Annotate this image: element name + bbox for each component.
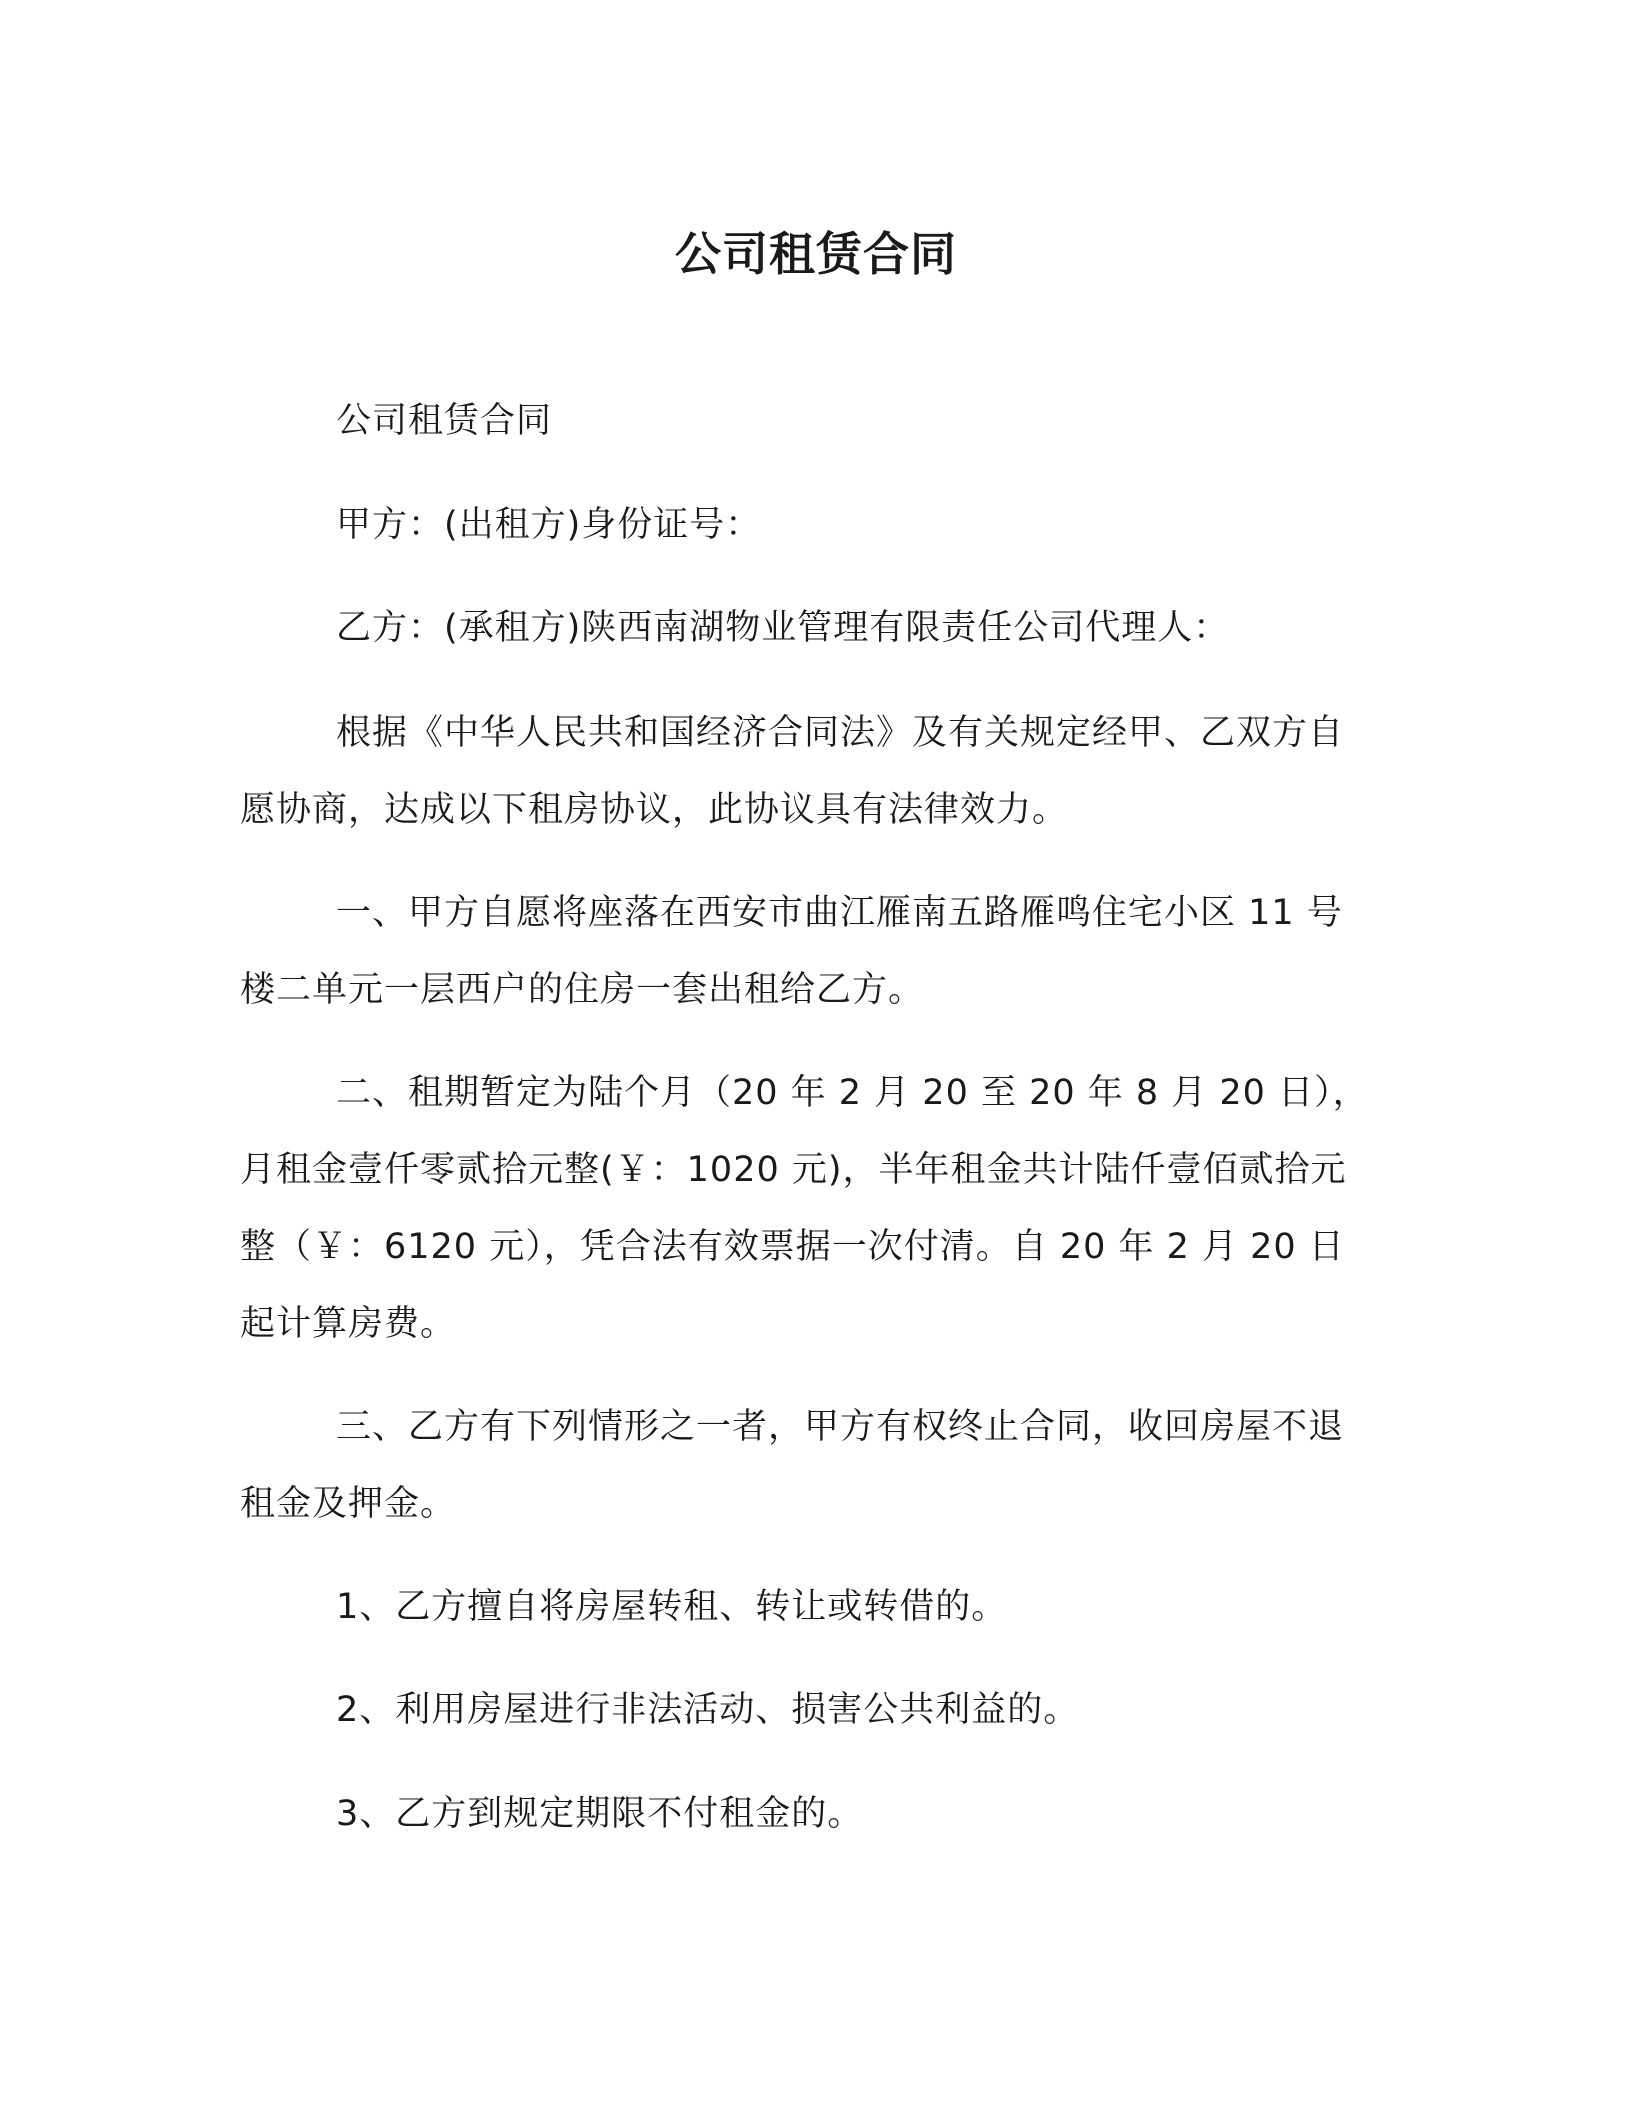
paragraph-line: 一、甲方自愿将座落在西安市曲江雁南五路雁鸣住宅小区 11 号: [336, 893, 1343, 933]
paragraph-line: 甲方：(出租方)身份证号：: [336, 505, 762, 545]
paragraph-line: 1、乙方擅自将房屋转租、转让或转借的。: [336, 1587, 1008, 1627]
clause-one-paragraph: [240, 875, 1380, 1029]
paragraph-line: 楼二单元一层西户的住房一套出租给乙方。: [240, 970, 925, 1010]
basis-paragraph: [240, 695, 1380, 849]
paragraph-line: 乙方：(承租方)陕西南湖物业管理有限责任公司代理人：: [336, 608, 1230, 648]
paragraph-line: 公司租赁合同: [336, 401, 553, 441]
paragraph-line: 三、乙方有下列情形之一者，甲方有权终止合同，收回房屋不退: [336, 1407, 1345, 1447]
paragraph-line: 2、利用房屋进行非法活动、损害公共利益的。: [336, 1690, 1080, 1730]
sub-clause-3: [240, 1776, 1380, 1853]
paragraph-line: 起计算房费。: [240, 1304, 457, 1344]
subtitle-paragraph: [240, 383, 1380, 460]
clause-three-paragraph: [240, 1389, 1380, 1543]
paragraph-line: 月租金壹仟零贰拾元整(￥：1020 元)，半年租金共计陆仟壹佰贰拾元: [240, 1150, 1347, 1190]
clause-two-paragraph: [240, 1055, 1380, 1363]
party-b-paragraph: [240, 590, 1380, 667]
sub-clause-1: [240, 1569, 1380, 1646]
paragraph-line: 整（￥：6120 元），凭合法有效票据一次付清。自 20 年 2 月 20 日: [240, 1227, 1345, 1267]
paragraph-line: 租金及押金。: [240, 1484, 457, 1524]
party-a-paragraph: [240, 487, 1380, 564]
paragraph-line: 二、租期暂定为陆个月（20 年 2 月 20 至 20 年 8 月 20 日），: [336, 1073, 1369, 1113]
paragraph-line: 根据《中华人民共和国经济合同法》及有关规定经甲、乙双方自: [336, 713, 1345, 753]
paragraph-line: 3、乙方到规定期限不付租金的。: [336, 1794, 864, 1834]
sub-clause-2: [240, 1672, 1380, 1749]
document-title: 公司租赁合同: [675, 227, 957, 281]
paragraph-line: 愿协商，达成以下租房协议，此协议具有法律效力。: [240, 790, 1069, 830]
